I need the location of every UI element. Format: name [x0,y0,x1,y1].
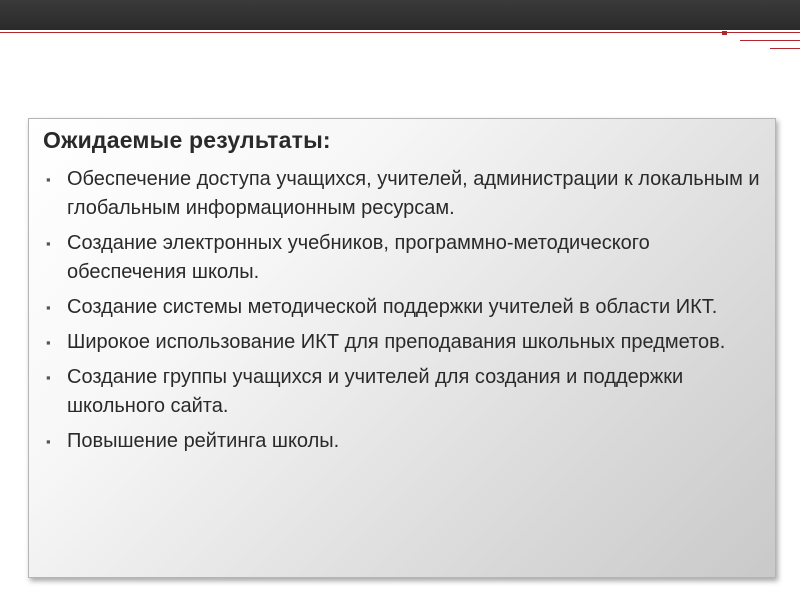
bullet-icon: ▪ [46,236,51,251]
list-item [43,363,763,421]
bullet-icon: ▪ [46,300,51,315]
bullet-list [43,165,763,462]
top-decorative-bar [0,0,800,30]
accent-line [770,48,800,49]
bullet-icon: ▪ [46,335,51,350]
list-item-text: Создание системы методической поддержки учителей в области ИКТ. [67,296,718,318]
list-item-text: Обеспечение доступа учащихся, учителей, администрации к локальным и глобальным информационным ресурсам. [67,168,760,219]
slide-heading: Ожидаемые результаты: [43,127,331,153]
content-box [28,118,776,578]
list-item-text: Создание группы учащихся и учителей для создания и поддержки школьного сайта. [67,366,684,417]
accent-marker [722,31,727,35]
bullet-icon: ▪ [46,172,51,187]
list-item [43,427,763,456]
accent-line [740,40,800,41]
list-item-text: Повышение рейтинга школы. [67,430,340,452]
list-item [43,165,763,223]
bullet-icon: ▪ [46,370,51,385]
list-item [43,229,763,287]
list-item-text: Широкое использование ИКТ для преподавания школьных предметов. [67,331,726,353]
list-item [43,328,763,357]
accent-line [0,32,800,33]
list-item-text: Создание электронных учебников, программно-методического обеспечения школы. [67,232,650,283]
bullet-icon: ▪ [46,434,51,449]
list-item [43,293,763,322]
